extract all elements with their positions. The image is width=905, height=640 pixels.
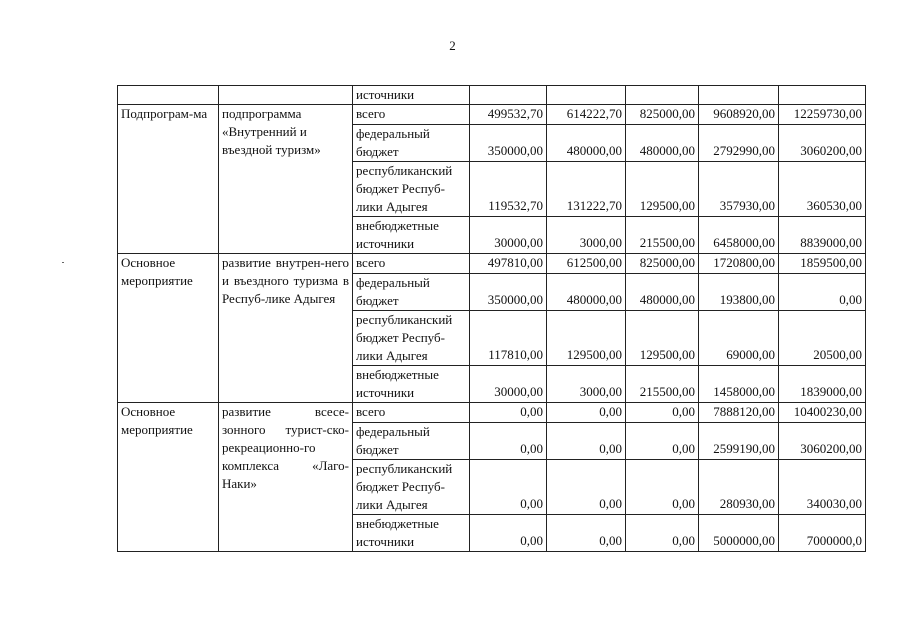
value-cell: 3060200,00: [779, 125, 866, 162]
value-cell: 0,00: [626, 403, 699, 423]
value-cell: 499532,70: [470, 105, 547, 125]
value-cell: 825000,00: [626, 105, 699, 125]
value-cell: 129500,00: [626, 162, 699, 217]
item-name-cell: развитие всесе-зонного турист-ско-рекреационно-го комплекса «Лаго-Наки»: [219, 403, 353, 552]
item-type-cell: Подпрограм-ма: [118, 105, 219, 254]
value-cell: 0,00: [626, 515, 699, 552]
source-cell: федеральный бюджет: [353, 423, 470, 460]
value-cell: 12259730,00: [779, 105, 866, 125]
source-cell: республиканский бюджет Респуб-лики Адыгея: [353, 460, 470, 515]
item-type-cell: Основное мероприятие: [118, 403, 219, 552]
value-cell: 119532,70: [470, 162, 547, 217]
table-cell: [626, 86, 699, 105]
value-cell: 129500,00: [626, 311, 699, 366]
value-cell: 360530,00: [779, 162, 866, 217]
item-name-cell: подпрограмма «Внутренний и въездной туризм»: [219, 105, 353, 254]
value-cell: 3060200,00: [779, 423, 866, 460]
value-cell: 7888120,00: [699, 403, 779, 423]
source-cell: всего: [353, 403, 470, 423]
value-cell: 10400230,00: [779, 403, 866, 423]
page-number: 2: [449, 38, 456, 53]
value-cell: 0,00: [626, 460, 699, 515]
value-cell: 0,00: [547, 403, 626, 423]
value-cell: 480000,00: [626, 274, 699, 311]
value-cell: 480000,00: [547, 274, 626, 311]
value-cell: 3000,00: [547, 217, 626, 254]
item-type-cell: Основное мероприятие: [118, 254, 219, 403]
source-cell: источники: [353, 86, 470, 105]
value-cell: 3000,00: [547, 366, 626, 403]
source-cell: республиканский бюджет Респуб-лики Адыгея: [353, 162, 470, 217]
value-cell: 480000,00: [547, 125, 626, 162]
value-cell: 0,00: [779, 274, 866, 311]
source-cell: федеральный бюджет: [353, 125, 470, 162]
source-cell: внебюджетные источники: [353, 515, 470, 552]
value-cell: 129500,00: [547, 311, 626, 366]
table-cell: [219, 86, 353, 105]
value-cell: 0,00: [547, 423, 626, 460]
value-cell: 2599190,00: [699, 423, 779, 460]
value-cell: 30000,00: [470, 217, 547, 254]
value-cell: 0,00: [470, 460, 547, 515]
value-cell: 0,00: [626, 423, 699, 460]
table-cell: [779, 86, 866, 105]
value-cell: 357930,00: [699, 162, 779, 217]
value-cell: 5000000,00: [699, 515, 779, 552]
value-cell: 30000,00: [470, 366, 547, 403]
value-cell: 117810,00: [470, 311, 547, 366]
value-cell: 69000,00: [699, 311, 779, 366]
value-cell: 9608920,00: [699, 105, 779, 125]
value-cell: 7000000,0: [779, 515, 866, 552]
funding-table: [117, 85, 866, 552]
value-cell: 0,00: [470, 515, 547, 552]
table-cell: [699, 86, 779, 105]
value-cell: 2792990,00: [699, 125, 779, 162]
value-cell: 280930,00: [699, 460, 779, 515]
table-row: [118, 254, 866, 274]
table-cell: [470, 86, 547, 105]
value-cell: 215500,00: [626, 366, 699, 403]
value-cell: 193800,00: [699, 274, 779, 311]
value-cell: 480000,00: [626, 125, 699, 162]
value-cell: 497810,00: [470, 254, 547, 274]
table-row: [118, 403, 866, 423]
value-cell: 614222,70: [547, 105, 626, 125]
value-cell: 215500,00: [626, 217, 699, 254]
value-cell: 612500,00: [547, 254, 626, 274]
table-cell: [118, 86, 219, 105]
value-cell: 0,00: [547, 460, 626, 515]
source-cell: внебюджетные источники: [353, 217, 470, 254]
value-cell: 131222,70: [547, 162, 626, 217]
source-cell: федеральный бюджет: [353, 274, 470, 311]
value-cell: 0,00: [547, 515, 626, 552]
value-cell: 0,00: [470, 403, 547, 423]
scan-mark: [62, 262, 64, 263]
value-cell: 6458000,00: [699, 217, 779, 254]
value-cell: 350000,00: [470, 125, 547, 162]
source-cell: внебюджетные источники: [353, 366, 470, 403]
value-cell: 1859500,00: [779, 254, 866, 274]
value-cell: 350000,00: [470, 274, 547, 311]
table-cell: [547, 86, 626, 105]
item-name-cell: развитие внутрен-него и въездного туризма в Респуб-лике Адыгея: [219, 254, 353, 403]
value-cell: 340030,00: [779, 460, 866, 515]
value-cell: 0,00: [470, 423, 547, 460]
source-cell: республиканский бюджет Респуб-лики Адыгея: [353, 311, 470, 366]
source-cell: всего: [353, 254, 470, 274]
value-cell: 8839000,00: [779, 217, 866, 254]
value-cell: 825000,00: [626, 254, 699, 274]
value-cell: 1720800,00: [699, 254, 779, 274]
value-cell: 1839000,00: [779, 366, 866, 403]
value-cell: 1458000,00: [699, 366, 779, 403]
table-row: [118, 105, 866, 125]
table-row: [118, 86, 866, 105]
value-cell: 20500,00: [779, 311, 866, 366]
source-cell: всего: [353, 105, 470, 125]
